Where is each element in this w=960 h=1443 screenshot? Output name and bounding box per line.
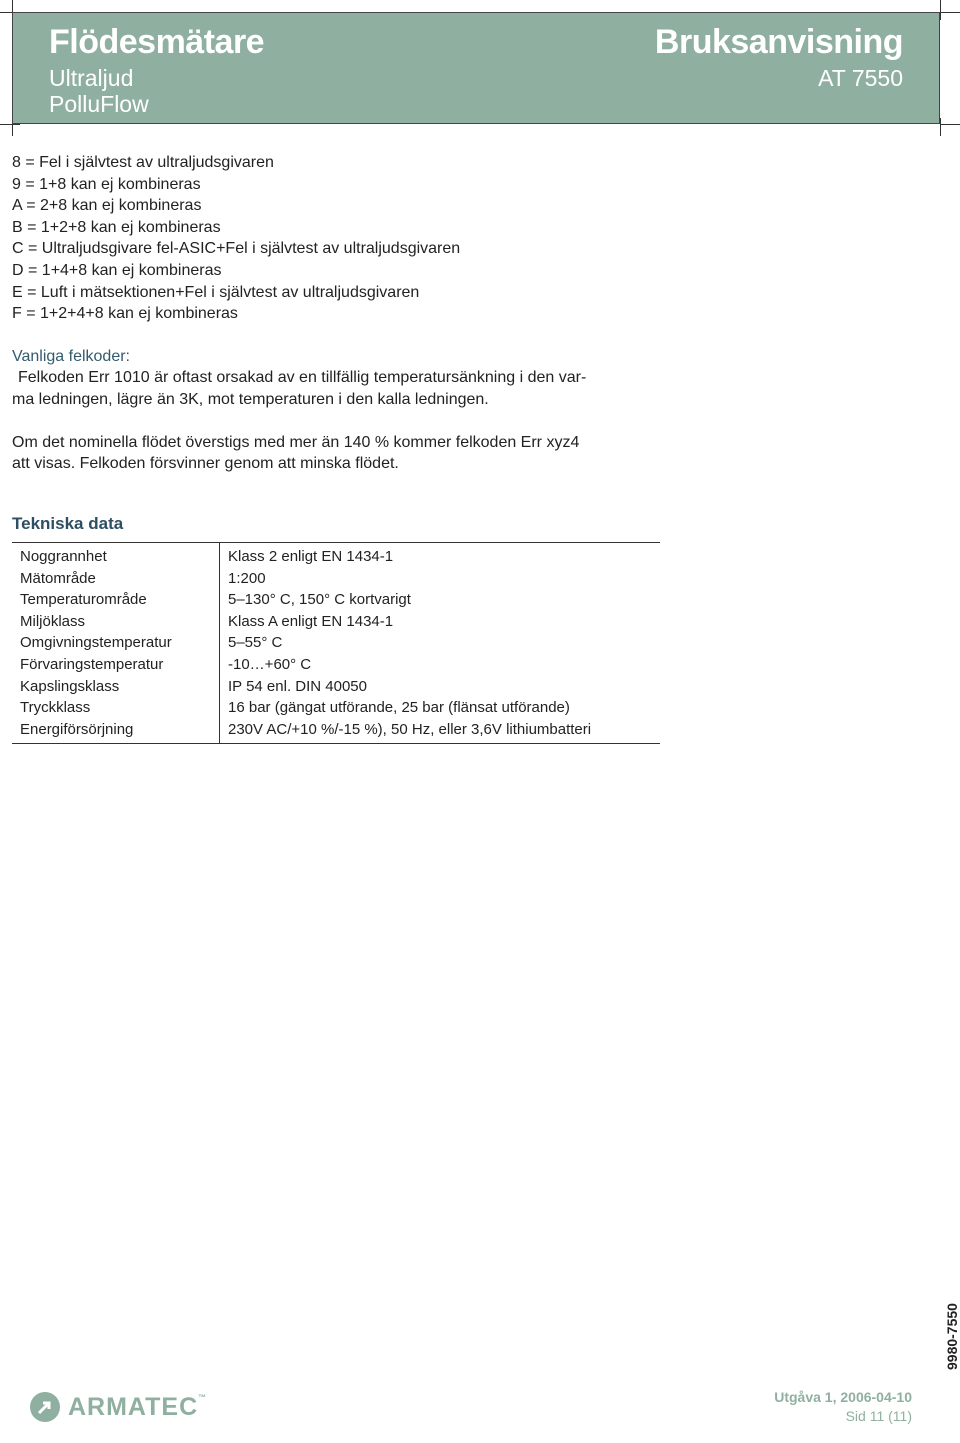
row-value: 230V AC/+10 %/-15 %), 50 Hz, eller 3,6V lithiumbatteri — [220, 719, 661, 744]
armatec-logo — [30, 1390, 207, 1424]
table-row — [12, 676, 660, 698]
error-code-item: D = 1+4+8 kan ej kombineras — [12, 261, 222, 279]
crop-mark — [940, 118, 941, 136]
page-header — [12, 12, 940, 124]
edition-date: Utgåva 1, 2006-04-10 — [774, 1389, 912, 1405]
footer-info — [774, 1388, 912, 1426]
page-number: Sid 11 (11) — [845, 1408, 912, 1424]
common-errors-line: Felkoden Err 1010 är oftast orsakad av en tillfällig temperatursänkning i den var- — [18, 369, 587, 387]
subtitle-ultraljud: Ultraljud — [49, 65, 134, 91]
row-label: Energiförsörjning — [12, 719, 220, 744]
row-value: -10…+60° C — [228, 655, 312, 673]
row-value: 16 bar (gängat utförande, 25 bar (flänsat utförande) — [228, 699, 570, 717]
overflow-error-line: Om det nominella flödet överstigs med mer än 140 % kommer felkoden Err xyz4 — [12, 433, 580, 451]
table-row — [12, 611, 660, 633]
row-label: Mätområde — [12, 568, 220, 590]
table-row — [12, 654, 660, 676]
row-value: 5–55° C — [228, 634, 283, 652]
row-value: IP 54 enl. DIN 40050 — [228, 677, 367, 695]
tech-data-heading: Tekniska data — [12, 514, 124, 533]
error-code-item: E = Luft i mätsektionen+Fel i självtest av ultraljudsgivaren — [12, 283, 420, 301]
subtitle-polluflow: PolluFlow — [49, 91, 149, 117]
row-value: Klass A enligt EN 1434-1 — [228, 612, 394, 630]
common-errors-line: ma ledningen, lägre än 3K, mot temperaturen i den kalla ledningen. — [12, 390, 489, 408]
row-value: 5–130° C, 150° C kortvarigt — [228, 591, 411, 609]
common-errors-heading: Vanliga felkoder: — [12, 347, 130, 365]
row-value: 1:200 — [228, 569, 266, 587]
row-label: Förvaringstemperatur — [12, 654, 220, 676]
row-label: Noggrannhet — [12, 543, 220, 568]
error-code-item: 9 = 1+8 kan ej kombineras — [12, 175, 201, 193]
model-number: AT 7550 — [818, 65, 903, 91]
table-row — [12, 568, 660, 590]
table-row — [12, 543, 660, 568]
logo-arrow-icon — [30, 1392, 60, 1422]
error-code-item: B = 1+2+8 kan ej kombineras — [12, 218, 221, 236]
tech-data-table — [12, 542, 660, 744]
row-label: Temperaturområde — [12, 589, 220, 611]
row-label: Omgivningstemperatur — [12, 632, 220, 654]
crop-mark — [0, 124, 20, 125]
error-code-item: C = Ultraljudsgivare fel-ASIC+Fel i självtest av ultraljudsgivaren — [12, 240, 461, 258]
crop-mark — [940, 12, 960, 13]
logo-text: ARMATEC™ — [68, 1392, 208, 1421]
main-content — [12, 152, 672, 738]
overflow-error-line: att visas. Felkoden försvinner genom att minska flödet. — [12, 455, 399, 473]
row-label: Miljöklass — [12, 611, 220, 633]
row-value: Klass 2 enligt EN 1434-1 — [220, 543, 661, 568]
crop-mark — [940, 0, 941, 20]
document-number: 9980-7550 — [944, 1303, 960, 1370]
error-code-item: F = 1+2+4+8 kan ej kombineras — [12, 305, 238, 323]
doc-type: Bruksanvisning — [654, 23, 903, 61]
table-row — [12, 589, 660, 611]
row-label: Kapslingsklass — [12, 676, 220, 698]
table-row — [12, 632, 660, 654]
table-row — [12, 719, 660, 744]
error-code-list — [12, 152, 672, 325]
row-label: Tryckklass — [12, 697, 220, 719]
error-code-item: A = 2+8 kan ej kombineras — [12, 197, 202, 215]
document-title: Flödesmätare — [49, 23, 265, 61]
crop-mark — [940, 124, 960, 125]
table-row — [12, 697, 660, 719]
error-code-item: 8 = Fel i självtest av ultraljudsgivaren — [12, 154, 274, 171]
